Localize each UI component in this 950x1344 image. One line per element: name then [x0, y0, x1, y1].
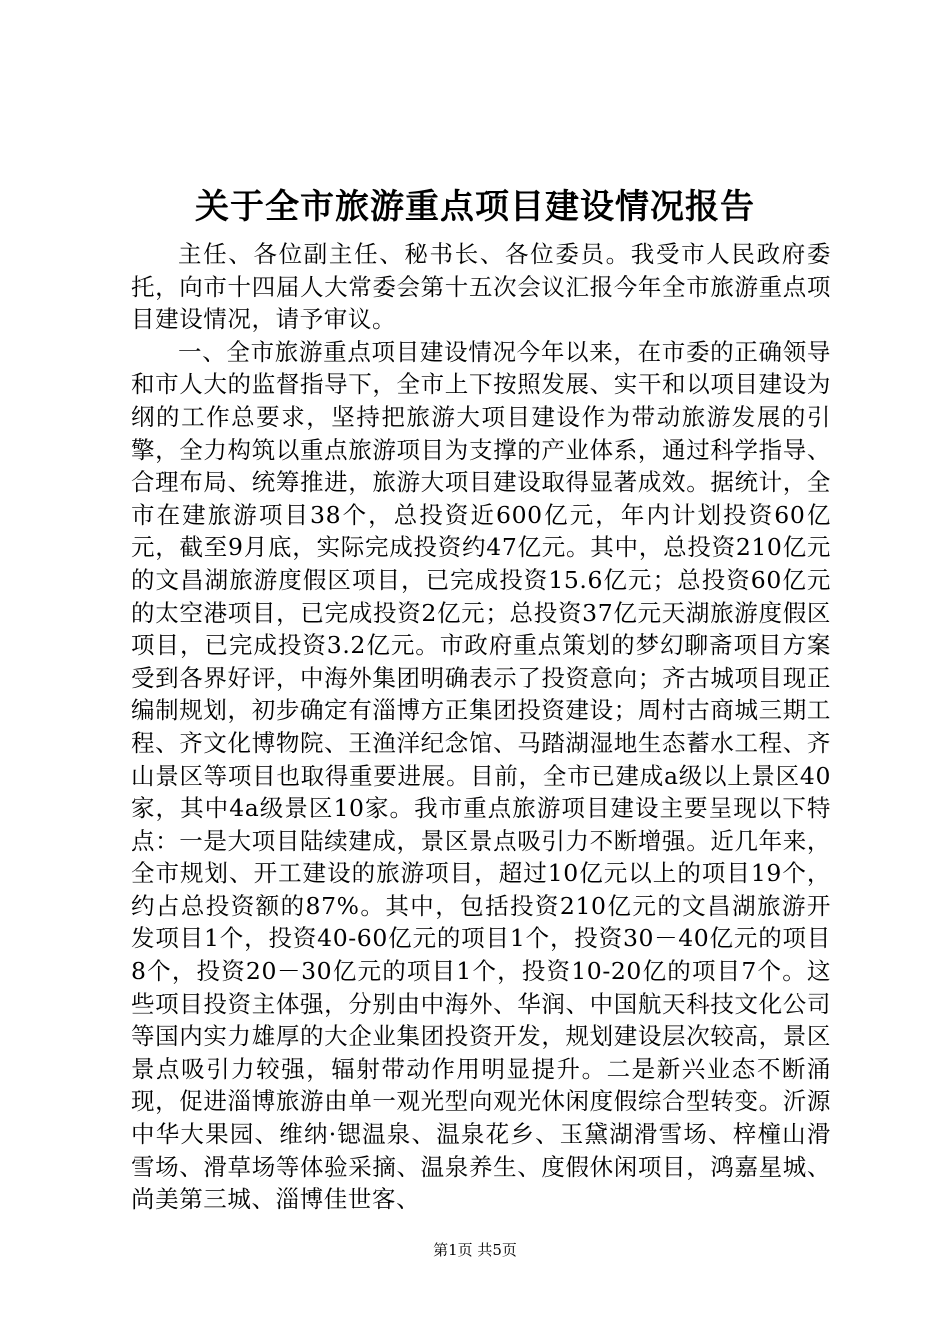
page-footer: 第1页 共5页: [433, 1241, 517, 1259]
paragraph-greeting: 主任、各位副主任、秘书长、各位委员。我受市人民政府委托，向市十四届人大常委会第十五次会议汇报今年全市旅游重点项目建设情况，请予审议。: [131, 240, 831, 334]
document-title: 关于全市旅游重点项目建设情况报告: [195, 187, 755, 227]
document-body: [131, 238, 831, 1216]
paragraph-section-one: 一、全市旅游重点项目建设情况今年以来，在市委的正确领导和市人大的监督指导下，全市上下按照发展、实干和以项目建设为纲的工作总要求，坚持把旅游大项目建设作为带动旅游发展的引擎，全力构筑以重点旅游项目为支撑的产业体系，通过科学指导、合理布局、统筹推进，旅游大项目建设取得显著成效。据统计，全市在建旅游项目38个，总投资近600亿元，年内计划投资60亿元，截至9月底，实际完成投资约47亿元。其中，总投资210亿元的文昌湖旅游度假区项目，已完成投资15.6亿元；总投资60亿元的太空港项目，已完成投资2亿元；总投资37亿元天湖旅游度假区项目，已完成投资3.2亿元。市政府重点策划的梦幻聊斋项目方案受到各界好评，中海外集团明确表示了投资意向；齐古城项目现正编制规划，初步确定有淄博方正集团投资建设；周村古商城三期工程、齐文化博物院、王渔洋纪念馆、马踏湖湿地生态蓄水工程、齐山景区等项目也取得重要进展。目前，全市已建成a级以上景区40家，其中4a级景区10家。我市重点旅游项目建设主要呈现以下特点：一是大项目陆续建成，景区景点吸引力不断增强。近几年来，全市规划、开工建设的旅游项目，超过10亿元以上的项目19个，约占总投资额的87%。其中，包括投资210亿元的文昌湖旅游开发项目1个，投资40-60亿元的项目1个，投资30－40亿元的项目8个，投资20－30亿元的项目1个，投资10-20亿的项目7个。这些项目投资主体强，分别由中海外、华润、中国航天科技文化公司等国内实力雄厚的大企业集团投资开发，规划建设层次较高，景区景点吸引力较强，辐射带动作用明显提升。二是新兴业态不断涌现，促进淄博旅游由单一观光型向观光休闲度假综合型转变。沂源中华大果园、维纳·锶温泉、温泉花乡、玉黛湖滑雪场、梓橦山滑雪场、滑草场等体验采摘、温泉养生、度假休闲项目，鸿嘉星城、尚美第三城、淄博佳世客、: [131, 337, 831, 1214]
